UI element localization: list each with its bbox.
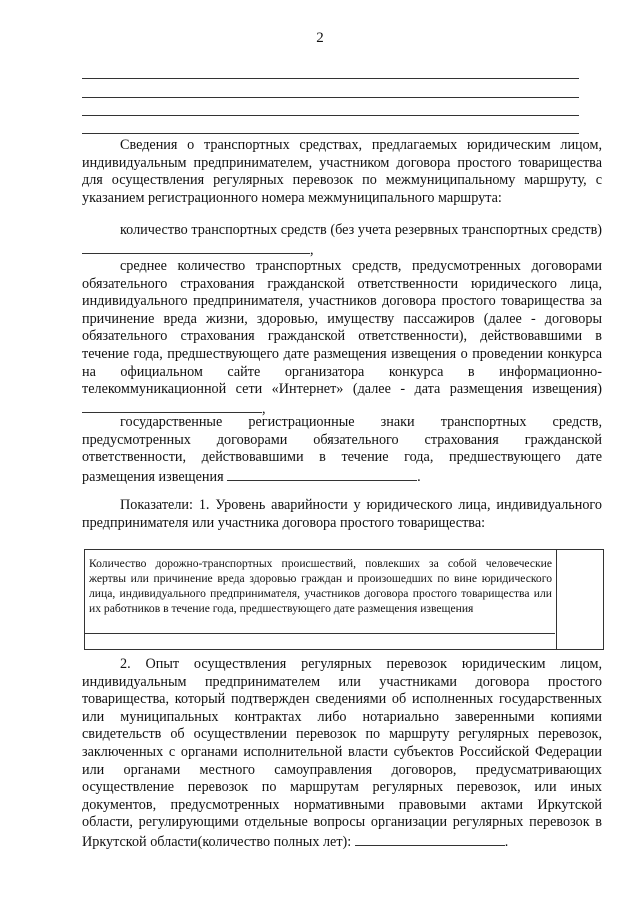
blank-line-3 [82, 115, 579, 116]
blank-line-4 [82, 133, 579, 134]
vehicles-count-label: количество транспортных средств (без учета резервных транспортных средств) [120, 222, 602, 238]
reg-plates-item: государственные регистрационные знаки транспортных средств, предусмотренных договорами обязательного страхования гражданской ответственности, действовавшими в течение года, предшествующего дате размещения извещения . [82, 414, 602, 485]
indicators-heading: Показатели: 1. Уровень аварийности у юридического лица, индивидуального предпринимателя или участника договора простого товарищества: [82, 497, 602, 531]
experience-blank [355, 832, 505, 846]
experience-item: 2. Опыт осуществления регулярных перевозок юридическим лицом, индивидуальным предпринимателем или участниками договора простого товарищества, который подтвержден сведениями об исполненных государственных или муниципальных контрактах либо нотариально заверенными копиями свидетельств об осуществлении перевозок по маршруту регулярных перевозок, заключенных с органами исполнительной власти субъектов Российской Федерации или органами местного самоуправления договоров, предусматривающих осуществление перевозок по маршрутам регулярных перевозок, или иных документов, предусмотренных нормативными правовыми актами Иркутской области, регулирующими отдельные вопросы организации регулярных перевозок в Иркутской области(количество полных лет): . [82, 656, 602, 850]
vehicles-count-item: количество транспортных средств (без учета резервных транспортных средств) , [82, 222, 602, 259]
page-number: 2 [316, 30, 324, 46]
blank-line-2 [82, 97, 579, 98]
vehicles-intro: Сведения о транспортных средствах, предлагаемых юридическим лицом, индивидуальным предпринимателем, участником договора простого товарищества для осуществления регулярных перевозок по межмуниципальному маршруту, с указанием регистрационного номера межмуниципального маршрута: [82, 137, 602, 206]
reg-plates-label: государственные регистрационные знаки транспортных средств, предусмотренных договорами обязательного страхования гражданской ответственности, действовавшими в течение года, предшествующего дате размещения извещения [82, 414, 602, 485]
accidents-table [84, 549, 604, 650]
experience-label: 2. Опыт осуществления регулярных перевозок юридическим лицом, индивидуальным предпринимателем или участниками договора простого товарищества, который подтвержден сведениями об исполненных государственных или муниципальных контрактах либо нотариально заверенными копиями свидетельств об осуществлении перевозок по маршруту регулярных перевозок, заключенных с органами исполнительной власти субъектов Российской Федерации или органами местного самоуправления договоров, предусматривающих осуществление перевозок по маршрутам регулярных перевозок, или иных документов, предусмотренных нормативными правовыми актами Иркутской области, регулирующими отдельные вопросы организации регулярных перевозок в Иркутской области(количество полных лет): [82, 656, 602, 850]
accidents-value-cell [555, 550, 573, 649]
accidents-cell: Количество дорожно-транспортных происшествий, повлекших за собой человеческие жертвы или причинение вреда здоровью граждан и произошедших по вине юридического лица, индивидуального предпринимателя, участников договора простого товарищества или их работников в течение года, предшествующего дате размещения извещения [85, 550, 557, 649]
avg-vehicles-label: среднее количество транспортных средств, предусмотренных договорами обязательного страхования гражданской ответственности юридического лица, индивидуального предпринимателя, участников договора простого товарищества за причинение вреда жизни, здоровью, имуществу пассажиров (далее - договоры обязательного страхования гражданской ответственности), действовавшими в течение года, предшествующего дате размещения извещения о проведении конкурса на официальном сайте организатора конкурса в информационно-телекоммуникационной сети «Интернет» (далее - дата размещения извещения) [82, 258, 602, 398]
reg-plates-blank [227, 467, 417, 481]
blank-line-1 [82, 78, 579, 79]
table-inner-rule [85, 633, 555, 634]
avg-vehicles-blank [82, 399, 262, 413]
avg-vehicles-item: среднее количество транспортных средств, предусмотренных договорами обязательного страхования гражданской ответственности юридического лица, индивидуального предпринимателя, участников договора простого товарищества за причинение вреда жизни, здоровью, имуществу пассажиров (далее - договоры обязательного страхования гражданской ответственности), действовавшими в течение года, предшествующего дате размещения извещения о проведении конкурса на официальном сайте организатора конкурса в информационно-телекоммуникационной сети «Интернет» (далее - дата размещения извещения), [82, 258, 602, 417]
vehicles-count-blank [82, 240, 310, 254]
